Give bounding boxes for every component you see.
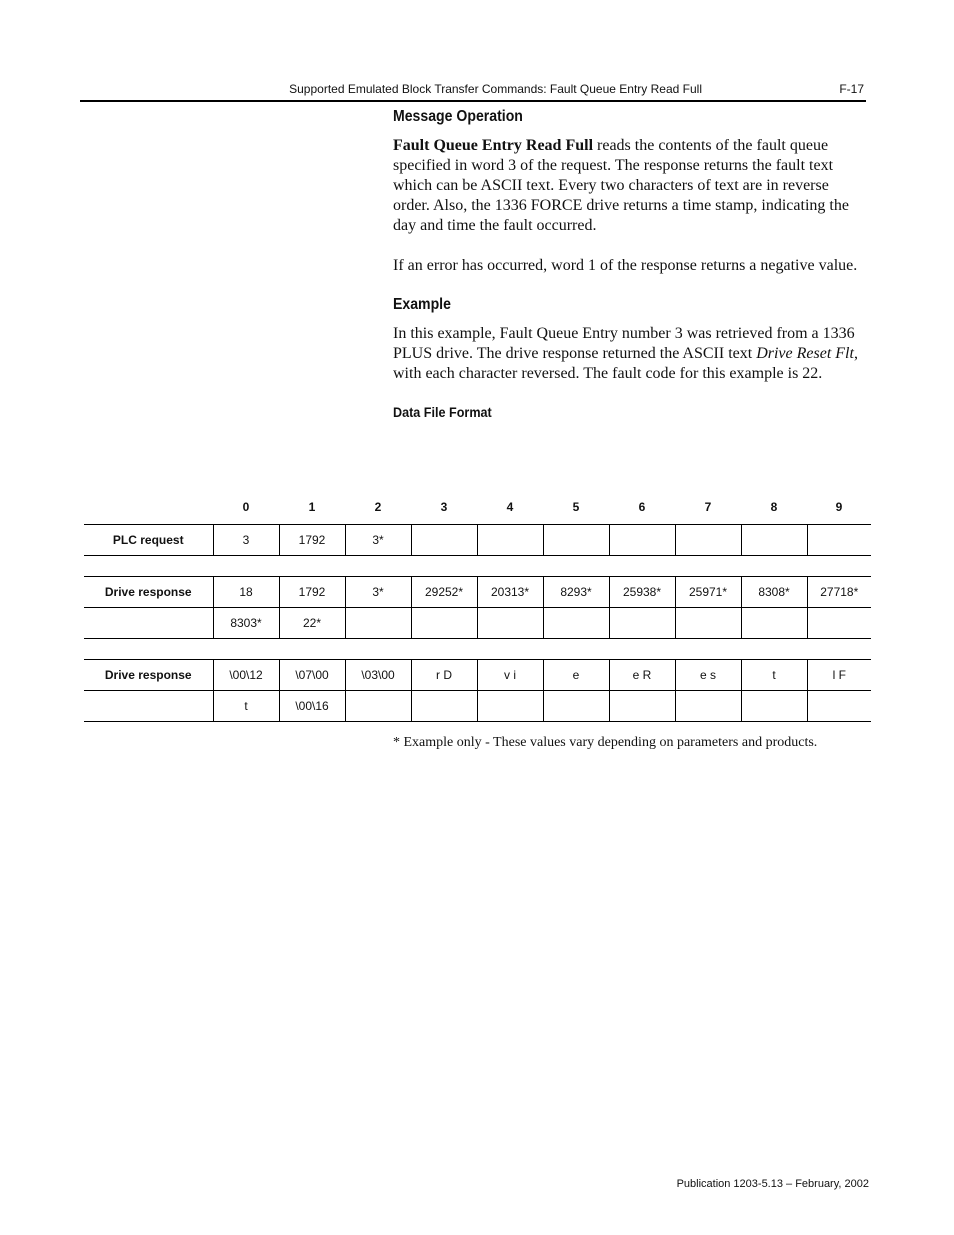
table-cell: 27718*	[807, 577, 871, 608]
table-cell: 1792	[279, 577, 345, 608]
table-cell	[543, 691, 609, 722]
message-operation-heading: Message Operation	[393, 108, 523, 125]
column-header: 0	[242, 500, 250, 514]
table-cell: l F	[807, 660, 871, 691]
row-label	[84, 500, 213, 525]
column-header: 6	[638, 500, 646, 514]
table-cell: 8303*	[213, 608, 279, 639]
spacer-row	[84, 639, 871, 660]
row-label: Drive response	[84, 660, 213, 691]
table-cell	[411, 608, 477, 639]
table-cell	[741, 691, 807, 722]
column-header: 2	[374, 500, 382, 514]
plc-request-row	[84, 525, 871, 556]
column-header: 8	[770, 500, 778, 514]
ascii-text-italic: Drive Reset Flt	[756, 345, 854, 362]
table-cell: e s	[675, 660, 741, 691]
table-cell: v i	[477, 660, 543, 691]
table-cell: 29252*	[411, 577, 477, 608]
table-cell	[675, 608, 741, 639]
table-cell	[477, 525, 543, 556]
row-label: Drive response	[84, 577, 213, 608]
table-cell: e	[543, 660, 609, 691]
table-cell	[807, 691, 871, 722]
drive-response-row	[84, 577, 871, 608]
table-cell: 25971*	[675, 577, 741, 608]
column-header-row	[84, 500, 871, 525]
table-cell: r D	[411, 660, 477, 691]
table-cell: \00\12	[213, 660, 279, 691]
table-body	[84, 500, 871, 722]
table-cell	[477, 691, 543, 722]
table-cell	[345, 608, 411, 639]
table-cell: 22*	[279, 608, 345, 639]
command-name: Fault Queue Entry Read Full	[393, 137, 594, 154]
example-paragraph: In this example, Fault Queue Entry number 3 was retrieved from a 1336 PLUS drive. The drive response returned the ASCII text Drive Reset Flt, with each character reversed. The fault code for this example is 22.	[393, 325, 858, 382]
drive-response-row-continued	[84, 608, 871, 639]
table-cell	[741, 608, 807, 639]
row-label: PLC request	[84, 525, 213, 556]
table-cell: \07\00	[279, 660, 345, 691]
table-cell: t	[741, 660, 807, 691]
table-cell: \03\00	[345, 660, 411, 691]
drive-response-text-row	[84, 660, 871, 691]
data-file-format-heading: Data File Format	[393, 404, 492, 420]
column-header: 4	[506, 500, 514, 514]
table-cell: 18	[213, 577, 279, 608]
table-cell	[609, 525, 675, 556]
message-operation-paragraph-1: Fault Queue Entry Read Full reads the contents of the fault queue specified in word 3 of the request. The response returns the fault text which can be ASCII text. Every two characters of text are in reverse order. Also, the 1336 FORCE drive returns a time stamp, indicating the day and time the fault occurred.	[393, 137, 849, 234]
data-file-format-table-container	[84, 500, 871, 722]
header-title: Supported Emulated Block Transfer Commands: Fault Queue Entry Read Full	[289, 82, 702, 96]
column-header: 5	[572, 500, 580, 514]
row-label	[84, 691, 213, 722]
table-cell: 3*	[345, 525, 411, 556]
table-cell	[543, 525, 609, 556]
drive-response-text-row-continued	[84, 691, 871, 722]
table-cell: \00\16	[279, 691, 345, 722]
table-cell	[543, 608, 609, 639]
table-cell: 8308*	[741, 577, 807, 608]
main-content	[393, 108, 868, 420]
table-cell	[807, 525, 871, 556]
footnote: * Example only - These values vary depending on parameters and products.	[393, 735, 818, 750]
table-cell: t	[213, 691, 279, 722]
column-header: 1	[308, 500, 316, 514]
row-label	[84, 608, 213, 639]
table-cell	[807, 608, 871, 639]
table-cell	[609, 691, 675, 722]
column-header: 9	[835, 500, 843, 514]
spacer-row	[84, 556, 871, 577]
example-heading: Example	[393, 296, 451, 313]
table-cell: 25938*	[609, 577, 675, 608]
page-header	[80, 80, 866, 102]
table-cell	[411, 691, 477, 722]
table-cell	[345, 691, 411, 722]
publication-footer: Publication 1203-5.13 – February, 2002	[676, 1178, 869, 1190]
table-cell: 3*	[345, 577, 411, 608]
message-operation-paragraph-2: If an error has occurred, word 1 of the response returns a negative value.	[393, 257, 858, 274]
table-cell	[411, 525, 477, 556]
table-cell	[477, 608, 543, 639]
table-cell: 20313*	[477, 577, 543, 608]
table-cell	[675, 525, 741, 556]
table-cell	[609, 608, 675, 639]
column-header: 3	[440, 500, 448, 514]
page-number: F-17	[839, 82, 864, 96]
table-cell	[741, 525, 807, 556]
table-cell: 1792	[279, 525, 345, 556]
column-header: 7	[704, 500, 712, 514]
table-cell: 8293*	[543, 577, 609, 608]
table-cell: 3	[213, 525, 279, 556]
data-file-format-table	[84, 500, 871, 722]
table-cell: e R	[609, 660, 675, 691]
table-cell	[675, 691, 741, 722]
